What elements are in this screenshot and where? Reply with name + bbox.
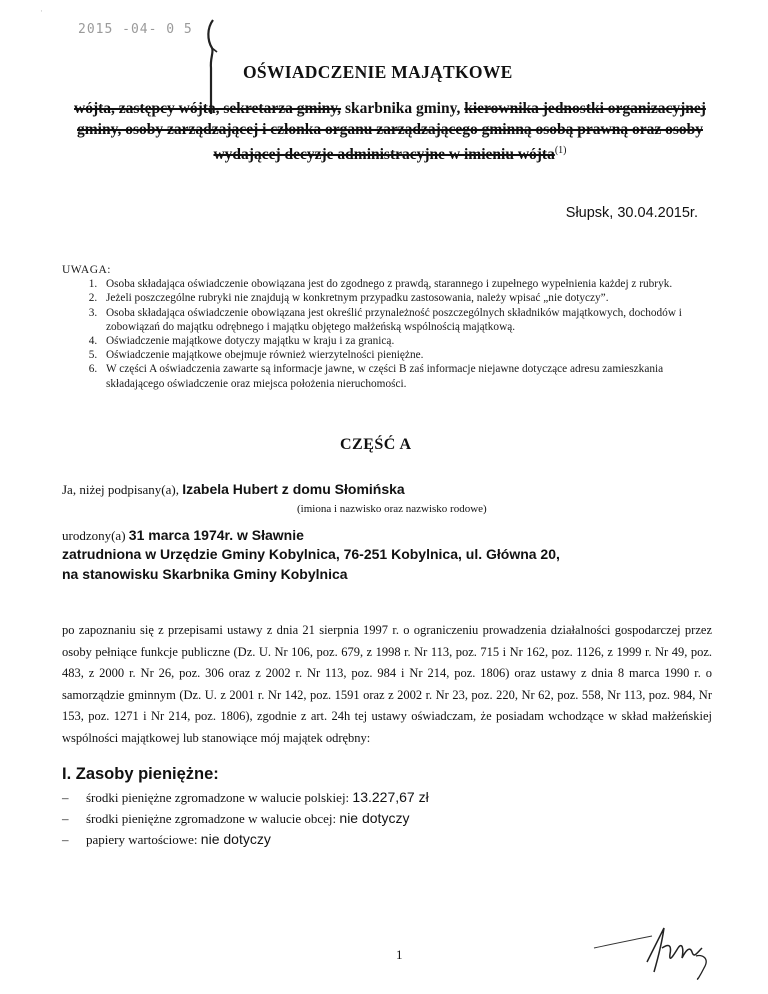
- selected-role: skarbnika gminy,: [341, 100, 465, 117]
- name-hint: (imiona i nazwisko oraz nazwisko rodowe): [297, 503, 487, 515]
- item-label: środki pieniężne zgromadzone w walucie polskiej:: [86, 790, 353, 805]
- note-item: 3. Osoba składająca oświadczenie obowiązana jest określić przynależność poszczególnych składników majątkowych, dochodów i zobowiązań do majątku odrębnego i majątku objętego małżeńską wspólnością majątkową.: [100, 306, 722, 334]
- list-item: [62, 787, 712, 808]
- dash-bullet: –: [62, 832, 69, 847]
- section-1-heading: I. Zasoby pieniężne:: [62, 765, 219, 783]
- born-value: 31 marca 1974r. w Sławnie: [128, 527, 304, 543]
- item-value: nie dotyczy: [339, 810, 410, 826]
- item-label: papiery wartościowe:: [86, 832, 201, 847]
- declarant-name: Izabela Hubert z domu Słomińska: [182, 481, 405, 497]
- note-item: 2. Jeżeli poszczególne rubryki nie znajdują w konkretnym przypadku zastosowania, należy wpisać „nie dotyczy”.: [100, 291, 722, 305]
- item-label: środki pieniężne zgromadzone w walucie obcej:: [86, 811, 340, 826]
- note-item: 4. Oświadczenie majątkowe dotyczy majątku w kraju i za granicą.: [100, 334, 722, 348]
- item-value: nie dotyczy: [200, 831, 271, 847]
- date-stamp: 2015 -04- 0 5: [78, 22, 193, 37]
- document-title: OŚWIADCZENIE MAJĄTKOWE: [243, 62, 513, 82]
- place-and-date: Słupsk, 30.04.2015r.: [565, 205, 698, 221]
- list-item: [62, 829, 712, 850]
- dash-bullet: –: [62, 811, 69, 826]
- scan-mark: ·: [40, 6, 43, 16]
- part-a-heading: CZĘŚĆ A: [340, 436, 412, 453]
- dash-bullet: –: [62, 790, 69, 805]
- struck-roles-2: kierownika jednostki organizacyjnej gminy, osoby zarządzającej i członka organu zarządzającego gminną osobą prawną oraz osoby wydającej decyzje administracyjne w imieniu wójta: [77, 100, 706, 164]
- notes-label: UWAGA:: [62, 264, 111, 276]
- born-label: urodzony(a): [62, 528, 129, 543]
- role-selection: [60, 98, 720, 165]
- notes-list: [62, 277, 722, 391]
- declarant-line: [62, 481, 405, 499]
- handwritten-signature: [592, 918, 722, 984]
- money-resources-list: [62, 787, 712, 850]
- list-item: [62, 808, 712, 829]
- legal-paragraph: po zapoznaniu się z przepisami ustawy z dnia 21 sierpnia 1997 r. o ograniczeniu prowadzenia działalności gospodarczej przez osoby pełniące funkcje publiczne (Dz. U. Nr 106, poz. 679, z 1998 r. Nr 113, poz. 715 i Nr 162, poz. 1126, z 1999 r. Nr 49, poz. 483, z 2000 r. Nr 26, poz. 306 oraz z 2002 r. Nr 113, poz. 984 i Nr 214, poz. 1806) oraz ustawy z dnia 8 marca 1990 r. o samorządzie gminnym (Dz. U. z 2001 r. Nr 142, poz. 1591 oraz z 2002 r. Nr 23, poz. 220, Nr 62, poz. 558, Nr 113, poz. 984, Nr 153, poz. 1271 i Nr 214, poz. 1806), zgodnie z art. 24h tej ustawy oświadczam, że posiadam wchodzące w skład małżeńskiej wspólności majątkowej lub stanowiące mój majątek odrębny:: [62, 623, 712, 745]
- declarant-label: Ja, niżej podpisany(a),: [62, 482, 183, 497]
- note-item: 6. W części A oświadczenia zawarte są informacje jawne, w części B zaś informacje niejawne dotyczące adresu zamieszkania składającego oświadczenie oraz miejsca położenia nieruchomości.: [100, 362, 722, 390]
- footnote-marker: (1): [554, 145, 567, 156]
- item-value: 13.227,67 zł: [352, 789, 429, 805]
- page-number: 1: [396, 947, 403, 962]
- employment-line: zatrudniona w Urzędzie Gminy Kobylnica, 76-251 Kobylnica, ul. Główna 20,: [62, 546, 560, 562]
- position-line: na stanowisku Skarbnika Gminy Kobylnica: [62, 566, 348, 582]
- note-item: 5. Oświadczenie majątkowe obejmuje również wierzytelności pieniężne.: [100, 348, 722, 362]
- birth-line: [62, 527, 304, 545]
- notes-section: [62, 263, 722, 391]
- struck-roles-1: wójta, zastępcy wójta, sekretarza gminy,: [74, 100, 342, 117]
- note-item: 1. Osoba składająca oświadczenie obowiązana jest do zgodnego z prawdą, starannego i zupełnego wypełnienia każdej z rubryk.: [100, 277, 722, 291]
